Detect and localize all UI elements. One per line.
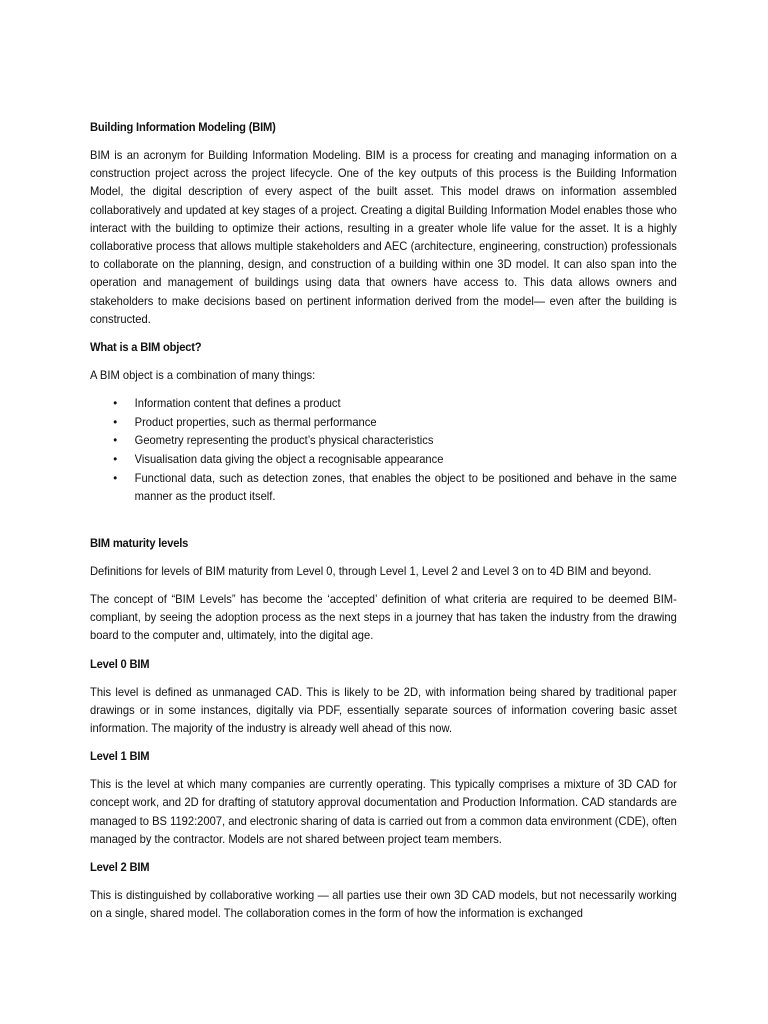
level-1-paragraph: This is the level at which many companies are currently operating. This typically comprises a mixture of 3D CAD for concept work, and 2D for drafting of statutory approval documentation and Production Information. CAD standards are managed to BS 1192:2007, and electronic sharing of data is carried out from a common data environment (CDE), often managed by the contractor. Models are not shared between project team members.	[90, 777, 677, 846]
bullet-icon: •	[113, 433, 118, 448]
section-heading-level-1: Level 1 BIM	[90, 749, 150, 764]
level-2-paragraph: This is distinguished by collaborative working — all parties use their own 3D CAD models, but not necessarily working on a single, shared model. The collaboration comes in the form of how the information is exchanged	[90, 888, 677, 921]
level-0-paragraph: This level is defined as unmanaged CAD. This is likely to be 2D, with information being shared by traditional paper drawings or in some instances, digitally via PDF, essentially separate sources of information covering basic asset information. The majority of the industry is already well ahead of this now.	[90, 684, 677, 736]
list-item	[90, 450, 677, 469]
section-spacer	[90, 516, 677, 534]
document-page	[90, 118, 677, 932]
bim-paragraph: BIM is an acronym for Building Information Modeling. BIM is a process for creating and managing information on a construction project across the project lifecycle. One of the key outputs of this process is the Building Information Model, the digital description of every aspect of the built asset. This model draws on information assembled collaboratively and updated at key stages of a project. Creating a digital Building Information Model enables those who interact with the building to optimize their actions, resulting in a greater whole life value for the asset. It is a highly collaborative process that allows multiple stakeholders and AEC (architecture, engineering, construction) professionals to collaborate on the planning, design, and construction of a building within one 3D model. It can also span into the operation and management of buildings using data that owners have access to. This data allows owners and stakeholders to make decisions based on pertinent information derived from the model— even after the building is constructed.	[90, 148, 677, 326]
section-heading-level-0: Level 0 BIM	[90, 656, 150, 671]
list-item	[90, 431, 677, 450]
section-heading-maturity: BIM maturity levels	[90, 535, 189, 550]
list-item-text: Geometry representing the product’s physical characteristics	[134, 433, 434, 448]
section-heading-bim-object: What is a BIM object?	[90, 340, 202, 355]
bim-object-list	[90, 394, 677, 506]
section-heading-bim: Building Information Modeling (BIM)	[90, 120, 276, 134]
bullet-icon: •	[113, 452, 118, 467]
maturity-paragraph-2: The concept of “BIM Levels” has become the ‘accepted’ definition of what criteria are required to be deemed BIM-compliant, by seeing the adoption process as the next steps in a journey that has taken the industry from the drawing board to the computer and, ultimately, into the digital age.	[90, 592, 677, 643]
maturity-paragraph-1: Definitions for levels of BIM maturity from Level 0, through Level 1, Level 2 and Level 3 on to 4D BIM and beyond.	[90, 563, 652, 578]
bim-object-intro: A BIM object is a combination of many things:	[90, 368, 316, 383]
list-item	[90, 469, 677, 506]
list-item-text: Information content that defines a product	[134, 396, 341, 411]
list-item	[90, 394, 677, 413]
list-item-text: Visualisation data giving the object a recognisable appearance	[134, 452, 444, 467]
section-heading-level-2: Level 2 BIM	[90, 860, 150, 875]
bullet-icon: •	[113, 414, 118, 429]
list-item-text: Product properties, such as thermal performance	[134, 414, 377, 429]
list-item	[90, 413, 677, 432]
list-item-text: Functional data, such as detection zones, that enables the object to be positioned and behave in the same manner as the product itself.	[134, 470, 677, 504]
bullet-icon: •	[113, 470, 118, 485]
bullet-icon: •	[113, 396, 118, 411]
